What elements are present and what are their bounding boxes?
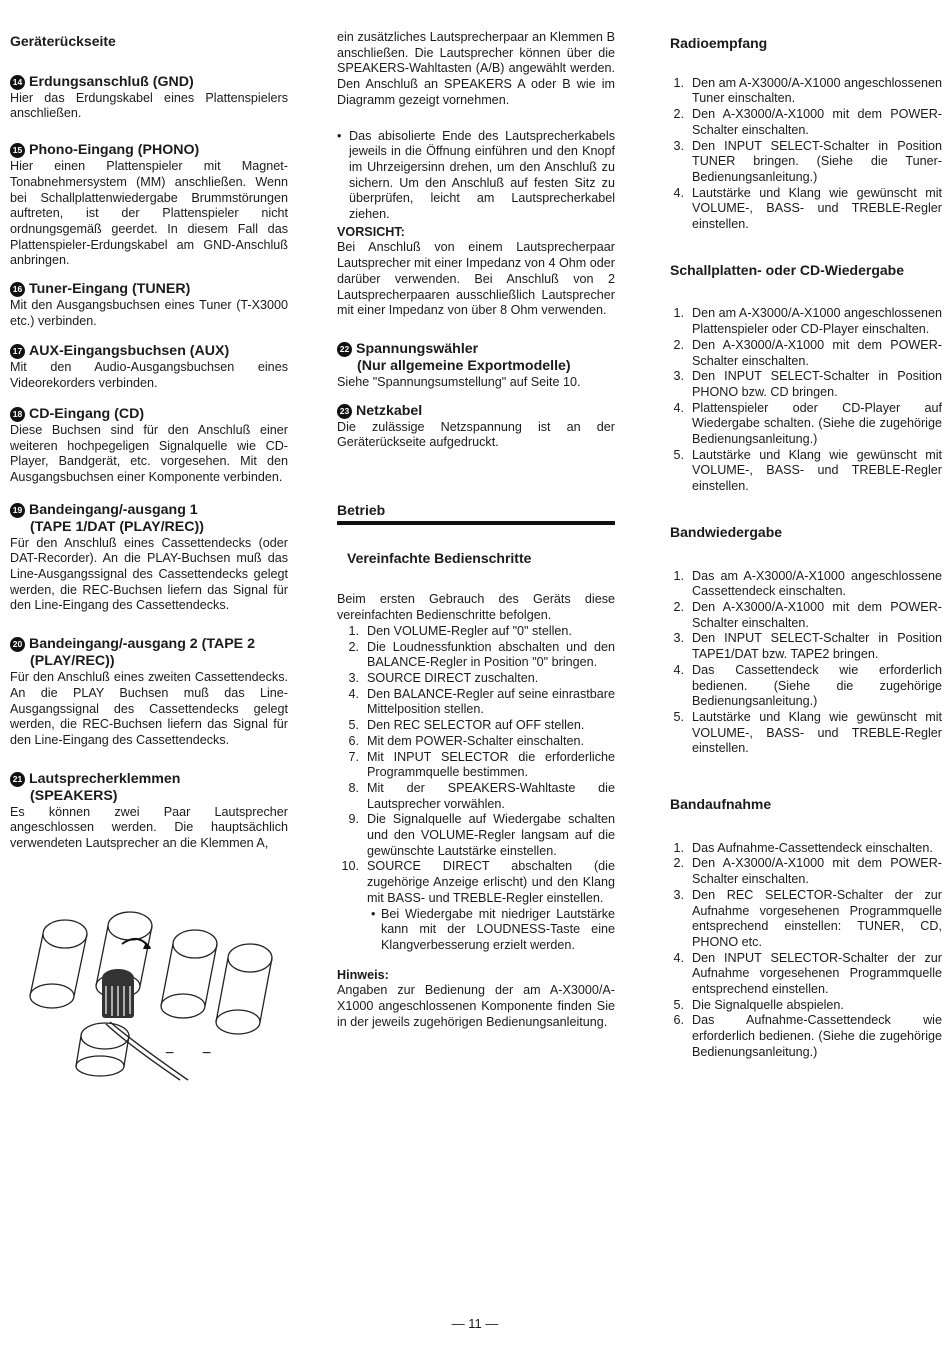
item-power-cord	[337, 403, 615, 451]
item-title-line2: (SPEAKERS)	[30, 787, 118, 804]
item-title: Netzkabel	[356, 402, 423, 419]
column-left	[10, 34, 288, 1091]
section-title-tape-recording: Bandaufnahme	[670, 796, 772, 813]
item-text: Diese Buchsen sind für den Anschluß einer weiteren hochpegeligen Signalquelle wie CD-Player, Bandgerät, etc. vorgesehen. Mit den Ausgangsbuchsen einer Komponente verbinden.	[10, 422, 288, 484]
steps-list	[337, 624, 615, 907]
section-title-tape-playback: Bandwiedergabe	[670, 523, 783, 540]
list-item: 3. Den REC SELECTOR-Schalter der zur Aufnahme vorgesehenen Programmquelle entsprechend einstellen: TUNER, CD, PHONO etc.	[673, 887, 942, 949]
list-item: 8. Mit der SPEAKERS-Wahltaste die Lautsprecher vorwählen.	[348, 780, 615, 811]
item-tape2	[10, 636, 288, 749]
bullet-icon: •	[371, 906, 376, 921]
number-21-icon: 21	[10, 772, 25, 787]
section-rule	[337, 521, 615, 525]
section-title-operation: Betrieb	[337, 502, 386, 519]
column-right	[662, 36, 942, 1061]
bullet-icon: •	[337, 128, 342, 143]
steps-list	[662, 841, 942, 1061]
list-item: 1. Den am A-X3000/A-X1000 angeschlossenen Plattenspieler oder CD-Player einschalten.	[673, 306, 942, 337]
list-item: 1. Den am A-X3000/A-X1000 angeschlossenen Tuner einschalten.	[673, 75, 942, 106]
number-16-icon: 16	[10, 282, 25, 297]
intro-text: Beim ersten Gebrauch des Geräts diese vereinfachten Bedienschritte befolgen.	[337, 592, 615, 623]
list-item: 5. Lautstärke und Klang wie gewünscht mit VOLUME-, BASS- und TREBLE-Regler einstellen.	[673, 447, 942, 494]
list-item: 5. Lautstärke und Klang wie gewünscht mit VOLUME-, BASS- und TREBLE-Regler einstellen.	[673, 709, 942, 756]
note-title: Hinweis:	[337, 967, 389, 982]
speaker-terminal-illustration	[10, 886, 288, 1086]
item-title: Bandeingang/-ausgang 2 (TAPE 2	[29, 636, 255, 653]
number-14-icon: 14	[10, 75, 25, 90]
list-item: 4. Das Cassettendeck wie erforderlich bedienen. (Siehe die zugehörige Bedienungsanleitung.)	[673, 662, 942, 709]
list-item: 9. Die Signalquelle auf Wiedergabe schalten und den VOLUME-Regler langsam auf die gewünschte Lautstärke einstellen.	[348, 812, 615, 858]
number-19-icon: 19	[10, 503, 25, 518]
item-text: Hier das Erdungskabel eines Plattenspielers anschließen.	[10, 90, 288, 121]
steps-list	[662, 306, 942, 494]
item-cd	[10, 406, 288, 486]
list-item: 2. Den A-X3000/A-X1000 mit dem POWER-Schalter einschalten.	[673, 107, 942, 137]
item-tuner	[10, 281, 288, 329]
list-item: 1. Das am A-X3000/A-X1000 angeschlossene Cassettendeck einschalten.	[673, 568, 942, 599]
item-phono	[10, 142, 288, 269]
list-item: 6. Das Aufnahme-Cassettendeck wie erforderlich bedienen. (Siehe die zugehörige Bedienungsanleitung.)	[673, 1013, 942, 1059]
list-item: 6. Mit dem POWER-Schalter einschalten.	[348, 733, 584, 748]
steps-list	[662, 76, 942, 233]
item-title-line2: (PLAY/REC))	[30, 653, 115, 670]
bullet-note	[337, 129, 615, 223]
item-text: Für den Anschluß eines zweiten Cassettendecks. An die PLAY Buchsen muß das Line-Ausgangssignal des Cassettendecks gelegt werden, die REC-Buchsen liefern das Signal für den Line-Eingang des Cassettendecks.	[10, 670, 288, 747]
warning-text: Bei Anschluß von einem Lautsprecherpaar Lautsprecher mit einer Impedanz von 4 Ohm oder darüber verwenden. Bei Anschluß von 2 Lautsprecherpaaren ausschließlich Lautsprecher mit einer Impedanz von über 8 Ohm verwenden.	[337, 240, 615, 318]
item-aux	[10, 343, 288, 391]
item-title: Phono-Eingang (PHONO)	[29, 142, 200, 159]
list-item: 1. Den VOLUME-Regler auf "0" stellen.	[348, 623, 572, 638]
section-title-playback: Schallplatten- oder CD-Wiedergabe	[670, 261, 905, 278]
item-title: Spannungswähler	[356, 340, 479, 357]
number-23-icon: 23	[337, 404, 352, 419]
section-title-radio: Radioempfang	[670, 35, 768, 51]
list-item: 1. Das Aufnahme-Cassettendeck einschalten.	[673, 840, 933, 855]
list-item: 3. Den INPUT SELECT-Schalter in Position TUNER bringen. (Siehe die Tuner-Bedienungsanleitung.)	[673, 138, 942, 184]
subsection-title: Vereinfachte Bedienschritte	[347, 549, 532, 566]
list-item: 3. SOURCE DIRECT zuschalten.	[348, 670, 539, 685]
item-tape1	[10, 502, 288, 615]
column-middle	[337, 30, 615, 1030]
step-bullet-text: Bei Wiedergabe mit niedriger Lautstärke kann mit der LOUDNESS-Taste eine Klangverbesserung erzielt werden.	[381, 906, 615, 952]
item-title: Lautsprecherklemmen	[29, 770, 181, 787]
list-item: 7. Mit INPUT SELECTOR die erforderliche Programmquelle bestimmen.	[348, 749, 615, 780]
list-item: 4. Plattenspieler oder CD-Player auf Wiedergabe schalten. (Siehe die zugehörige Bedienungsanleitung.)	[673, 400, 942, 447]
item-title: AUX-Eingangsbuchsen (AUX)	[29, 343, 230, 360]
item-text: Siehe "Spannungsumstellung" auf Seite 10.	[337, 374, 581, 389]
item-title: Erdungsanschluß (GND)	[29, 73, 194, 90]
item-gnd	[10, 74, 288, 122]
item-text: Mit den Ausgangsbuchsen eines Tuner (T-X3000 etc.) verbinden.	[10, 298, 288, 328]
minus-label: −	[165, 1044, 175, 1062]
list-item: 10. SOURCE DIRECT abschalten (die zugehörige Anzeige erlischt) und den Klang mit BASS- und TREBLE-Regler einstellen.	[341, 859, 615, 905]
list-item: 3. Den INPUT SELECT-Schalter in Position PHONO bzw. CD bringen.	[673, 369, 942, 399]
item-title: CD-Eingang (CD)	[29, 405, 145, 422]
item-speakers	[10, 771, 288, 852]
number-18-icon: 18	[10, 407, 25, 422]
note-text: Angaben zur Bedienung der am A-X3000/A-X1000 angeschlossenen Komponente finden Sie in der jeweils zugehörigen Bedienungsanleitung.	[337, 983, 615, 1029]
list-item: 5. Den REC SELECTOR auf OFF stellen.	[348, 718, 585, 733]
number-20-icon: 20	[10, 637, 25, 652]
bullet-text: Das abisolierte Ende des Lautsprecherkabels jeweils in die Öffnung einführen und den Knopf im Uhrzeigersinn drehen, um den Anschluß zu sichern. Um den Anschluß auf festen Sitz zu überprüfen, leicht am Lautsprecherkabel ziehen.	[349, 128, 615, 222]
steps-list	[662, 569, 942, 757]
number-17-icon: 17	[10, 344, 25, 359]
item-voltage-selector	[337, 341, 615, 391]
list-item: 2. Den A-X3000/A-X1000 mit dem POWER-Schalter einschalten.	[673, 856, 942, 887]
section-title-rear-panel: Geräterückseite	[10, 33, 116, 49]
list-item: 2. Den A-X3000/A-X1000 mit dem POWER-Schalter einschalten.	[673, 599, 942, 630]
number-22-icon: 22	[337, 342, 352, 357]
item-title-line2: (TAPE 1/DAT (PLAY/REC))	[30, 518, 204, 535]
item-text: Die zulässige Netzspannung ist an der Geräterückseite aufgedruckt.	[337, 419, 615, 450]
item-title-line2: (Nur allgemeine Exportmodelle)	[357, 357, 571, 374]
list-item: 5. Die Signalquelle abspielen.	[673, 997, 844, 1012]
list-item: 2. Den A-X3000/A-X1000 mit dem POWER-Schalter einschalten.	[673, 337, 942, 368]
step-bullet	[337, 907, 615, 954]
list-item: 4. Den BALANCE-Regler auf seine einrastbare Mittelposition stellen.	[348, 686, 615, 717]
item-text: Für den Anschluß eines Cassettendecks (oder DAT-Recorder). An die PLAY-Buchsen muß das Line-Ausgangssignal des Cassettendecks gelegt werden, die REC-Buchsen liefern das Signal für den Line-Eingang des Cassettendecks.	[10, 535, 288, 613]
warning-title: VORSICHT:	[337, 224, 405, 239]
item-text: Hier einen Plattenspieler mit Magnet-Tonabnehmersystem (MM) anschließen. Wenn bei Schallplattenwiedergabe Brummstörungen auftreten, ist der Plattenspieler nicht ordnungsgemäß geerdet. In diesem Fall das Plattenspieler-Erdungskabel am GND-Anschluß anbringen.	[10, 159, 288, 268]
minus-label: −	[202, 1044, 212, 1062]
item-text: Es können zwei Paar Lautsprecher angeschlossen werden. Die hauptsächlich verwendeten Lautsprecher an die Klemmen A,	[10, 804, 288, 851]
item-title: Tuner-Eingang (TUNER)	[29, 281, 191, 298]
list-item: 4. Lautstärke und Klang wie gewünscht mit VOLUME-, BASS- und TREBLE-Regler einstellen.	[673, 185, 942, 232]
list-item: 4. Den INPUT SELECTOR-Schalter der zur Aufnahme vorgesehenen Programmquelle entsprechend einstellen.	[673, 950, 942, 997]
list-item: 2. Die Loudnessfunktion abschalten und den BALANCE-Regler in Position "0" bringen.	[348, 639, 615, 670]
number-15-icon: 15	[10, 143, 25, 158]
list-item: 3. Den INPUT SELECT-Schalter in Position TAPE1/DAT bzw. TAPE2 bringen.	[673, 631, 942, 662]
item-text: Mit den Audio-Ausgangsbuchsen eines Videorekorders verbinden.	[10, 360, 288, 391]
continued-text: ein zusätzliches Lautsprecherpaar an Klemmen B anschließen. Die Lautsprecher können über die SPEAKERS-Wahltasten (A/B) angewählt werden. Den Anschluß an SPEAKERS A oder B wie im Diagramm gezeigt vornehmen.	[337, 30, 615, 107]
page-number: — 11 —	[451, 1316, 499, 1331]
item-title: Bandeingang/-ausgang 1	[29, 501, 198, 518]
